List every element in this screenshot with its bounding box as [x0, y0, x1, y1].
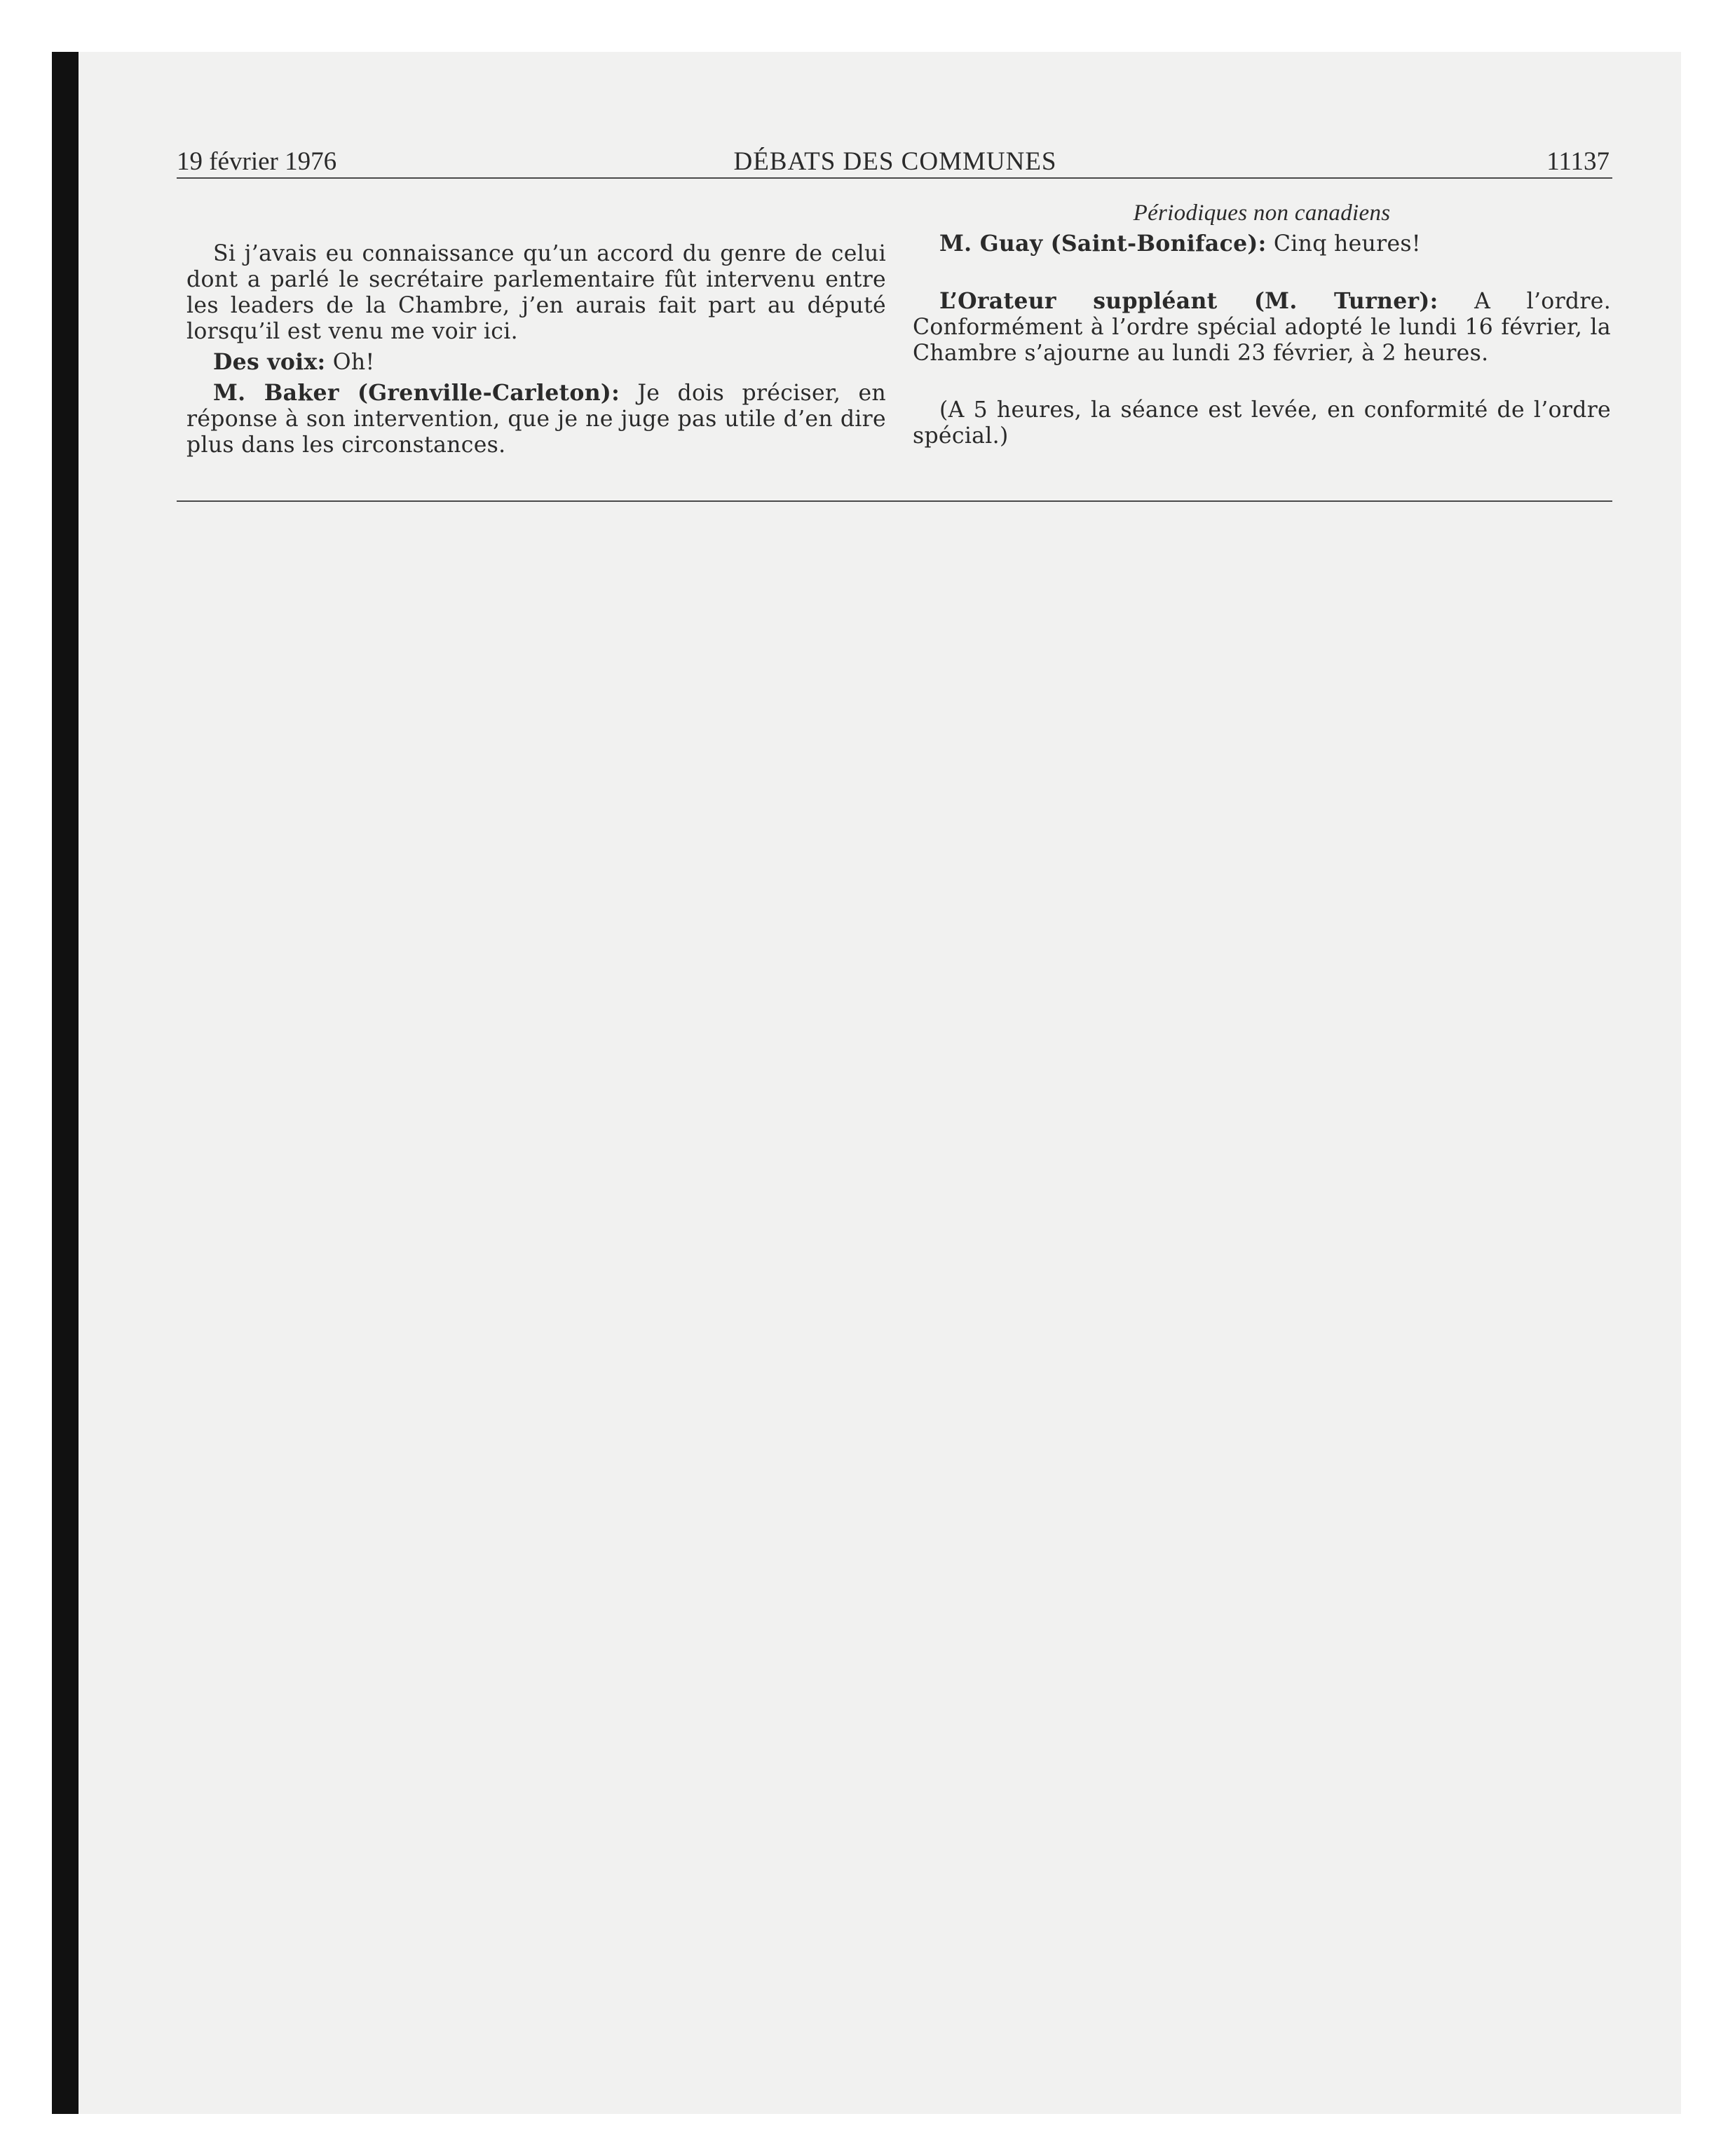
- speech-text: Oh!: [325, 350, 375, 375]
- right-column: [913, 200, 1611, 453]
- speaker-name: M. Baker (Grenville-Carleton):: [213, 380, 620, 406]
- header-title: DÉBATS DES COMMUNES: [733, 147, 1057, 176]
- paragraph: [186, 349, 886, 376]
- section-heading: Périodiques non canadiens: [1133, 200, 1391, 226]
- paragraph: [913, 231, 1611, 257]
- page-number: 11137: [1546, 147, 1610, 176]
- spacer: [913, 371, 1611, 397]
- header-rule: [177, 177, 1612, 179]
- paragraph: Si j’avais eu connaissance qu’un accord du genre de celui dont a parlé le secrétaire parlementaire fût intervenu entre les leaders de la Chambre, j’en aurais fait part au député lorsqu’il est venu me voir ici.: [186, 241, 886, 344]
- speech-text: Je dois préciser, en réponse à son intervention, que je ne juge pas utile d’en dire plus dans les circonstances.: [186, 381, 886, 458]
- left-column: [186, 241, 886, 463]
- header-date: 19 février 1976: [177, 147, 337, 176]
- paragraph: [913, 288, 1611, 367]
- adjournment-note: (A 5 heures, la séance est levée, en conformité de l’ordre spécial.): [913, 397, 1611, 449]
- spacer: [913, 261, 1611, 288]
- speaker-name: L’Orateur suppléant (M. Turner):: [939, 288, 1438, 314]
- running-head: [177, 144, 1614, 179]
- speaker-name: M. Guay (Saint-Boniface):: [939, 231, 1267, 257]
- speech-text: Cinq heures!: [1266, 231, 1421, 257]
- speech-text: A l’ordre. Conformément à l’ordre spécial adopté le lundi 16 février, la Chambre s’ajourne au lundi 23 février, à 2 heures.: [913, 289, 1612, 366]
- speaker-name: Des voix:: [213, 349, 326, 375]
- end-rule: [177, 500, 1612, 502]
- paragraph: [186, 380, 886, 458]
